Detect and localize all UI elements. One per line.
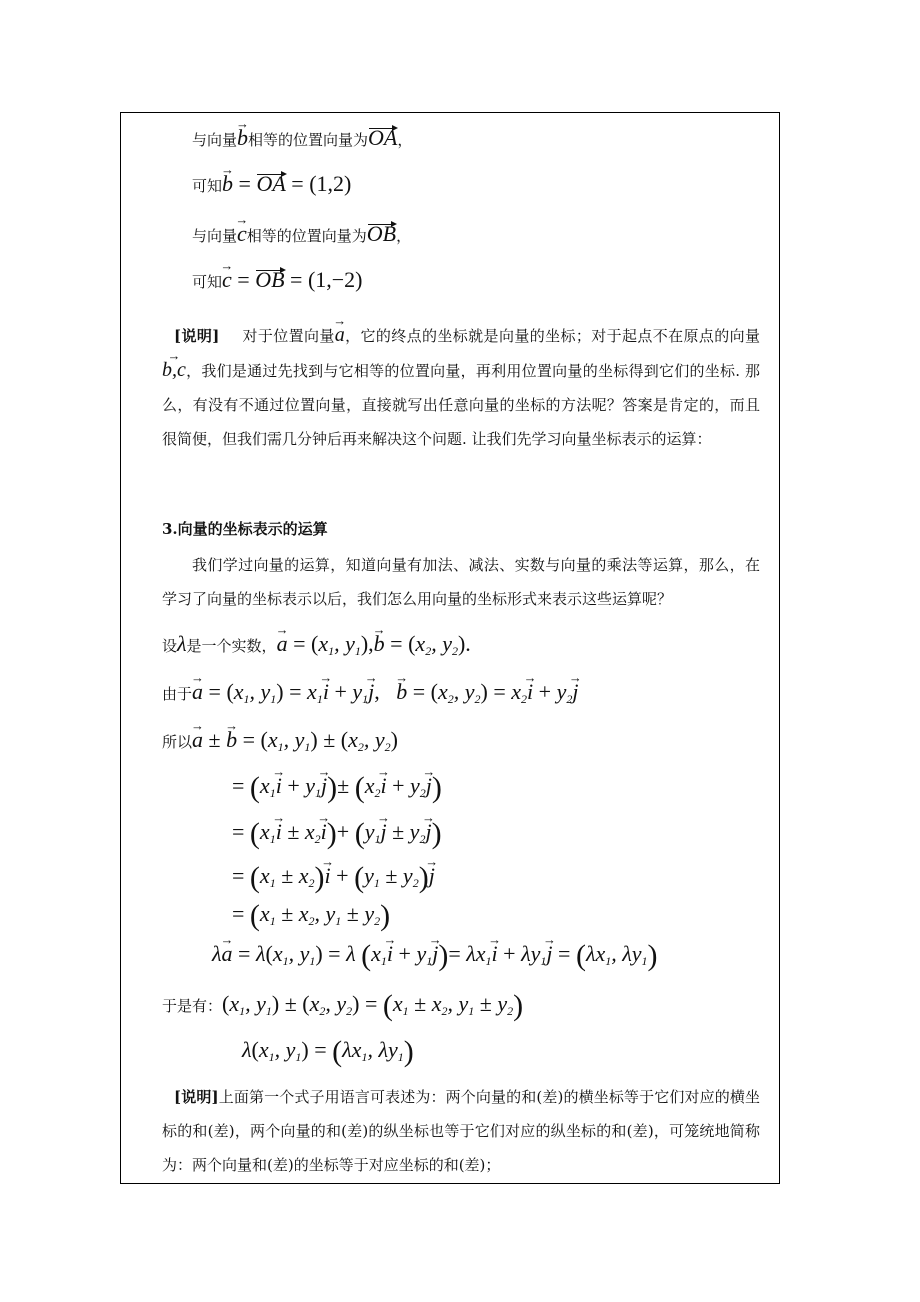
- vector-b: → b: [222, 174, 233, 194]
- step-2: = $(x_1\to i \pm x_2\to i)+ (y_1\to j \pm y_2\to j)$: [232, 822, 442, 849]
- coord-value: (1,2): [309, 171, 352, 196]
- vector-OA: OA: [256, 171, 286, 196]
- line-b-value: 可知→ b = OA = (1,2): [192, 174, 351, 196]
- text: ，: [396, 227, 412, 245]
- coord-value: (1,−2): [307, 267, 363, 292]
- text: 由于: [162, 685, 193, 703]
- text: 是一个实数，: [186, 637, 277, 655]
- intro-paragraph: 我们学过向量的运算，知道向量有加法、减法、实数与向量的乘法等运算，那么，在学习了向量的坐标表示以后，我们怎么用向量的坐标形式来表示这些运算呢？: [162, 556, 760, 608]
- vector-OB: OB: [255, 267, 285, 292]
- text: 对于位置向量: [242, 327, 335, 345]
- text: 所以: [162, 733, 193, 751]
- line-c-value: 可知→ c = OB = (1,−2): [192, 270, 363, 292]
- vectors-bc: → b,c: [162, 353, 186, 387]
- vector-a: → a: [335, 318, 345, 352]
- line-set-lambda: 设λ是一个实数，→ $a = (x_1$, $y_1),\to b = (x_2$, $y_2$).: [162, 634, 471, 661]
- text: ，我们是通过先找到与它相等的位置向量，再利用位置向量的坐标得到它们的坐标. 那么，有没有不通过位置向量，直接就写出任意向量的坐标的方法呢？答案是肯定的，而且很简便，但我们需几分钟后再来解决这个问题. 让我们先学习向量坐标表示的运算：: [162, 362, 760, 448]
- vector-b: → b: [237, 128, 248, 148]
- text: 相等的位置向量为: [248, 131, 369, 149]
- line-c-equal: [192, 221, 412, 246]
- note-tag: [说明]: [174, 327, 220, 345]
- line-since: 由于→ $a = (x_1$, $y_1) = x_1\to i + y_1\to j$, → $b = (x_2$, $y_2) = x_2\to i + y_2\to j$: [162, 682, 578, 709]
- text: 可知: [192, 273, 223, 291]
- vector-OA: OA: [368, 125, 398, 150]
- note-paragraph-2: [162, 1080, 760, 1182]
- text: 与向量: [192, 227, 238, 245]
- vector-c: → c: [237, 224, 247, 244]
- text: 与向量: [192, 131, 238, 149]
- vector-c: → c: [222, 270, 232, 290]
- step-1: = $(x_1\to i + y_1\to j)\pm (x_2\to i + y_2\to j)$: [232, 776, 442, 803]
- note-tag: [说明]: [174, 1088, 219, 1106]
- note-paragraph-1: [162, 318, 760, 456]
- vector-OB: OB: [366, 221, 397, 246]
- text: ，它的终点的坐标就是向量的坐标；对于起点不在原点的向量: [344, 327, 760, 345]
- lambda-line: $\lambda\to a = \lambda(x_1$, $y_1) = \lambda$ $(x_1\to i + y_1\to j)= \lambda x_1\to i + \lambda y_1\to j = (\lambda x_1$, $\lambda y_1$): [212, 944, 658, 971]
- text: 设: [162, 637, 178, 655]
- line-so: 所以→ a ± → $b = (x_1$, $y_1) \pm (x_2$, $y_2$): [162, 730, 398, 757]
- text: ，: [397, 131, 413, 149]
- scalar-result: $\lambda(x_1$, $y_1) = (\lambda x_1$, $\lambda y_1$): [242, 1035, 414, 1068]
- text: 相等的位置向量为: [246, 227, 367, 245]
- text: 可知: [192, 177, 223, 195]
- section-heading: 3.向量的坐标表示的运算: [162, 520, 328, 538]
- thus-line: 于是有：($x_1$, $y_1) \pm (x_2$, $y_2) = (x_1 \pm x_2$, $y_1 \pm y_2$): [162, 989, 524, 1022]
- text: 于是有：: [162, 997, 223, 1015]
- step-3: = $(x_1 \pm x_2)\to i + (y_1 \pm y_2)\to j$: [232, 866, 435, 893]
- step-4: = ($x_1 \pm x_2$, $y_1 \pm y_2$): [232, 899, 391, 932]
- line-b-equal: [192, 125, 413, 150]
- text: 上面第一个式子用语言可表述为：两个向量的和(差)的横坐标等于它们对应的横坐标的和(差)，两个向量的和(差)的纵坐标也等于它们对应的纵坐标的和(差)，可笼统地简称为：两个向量和(差)的坐标等于对应坐标的和(差)；: [162, 1088, 760, 1174]
